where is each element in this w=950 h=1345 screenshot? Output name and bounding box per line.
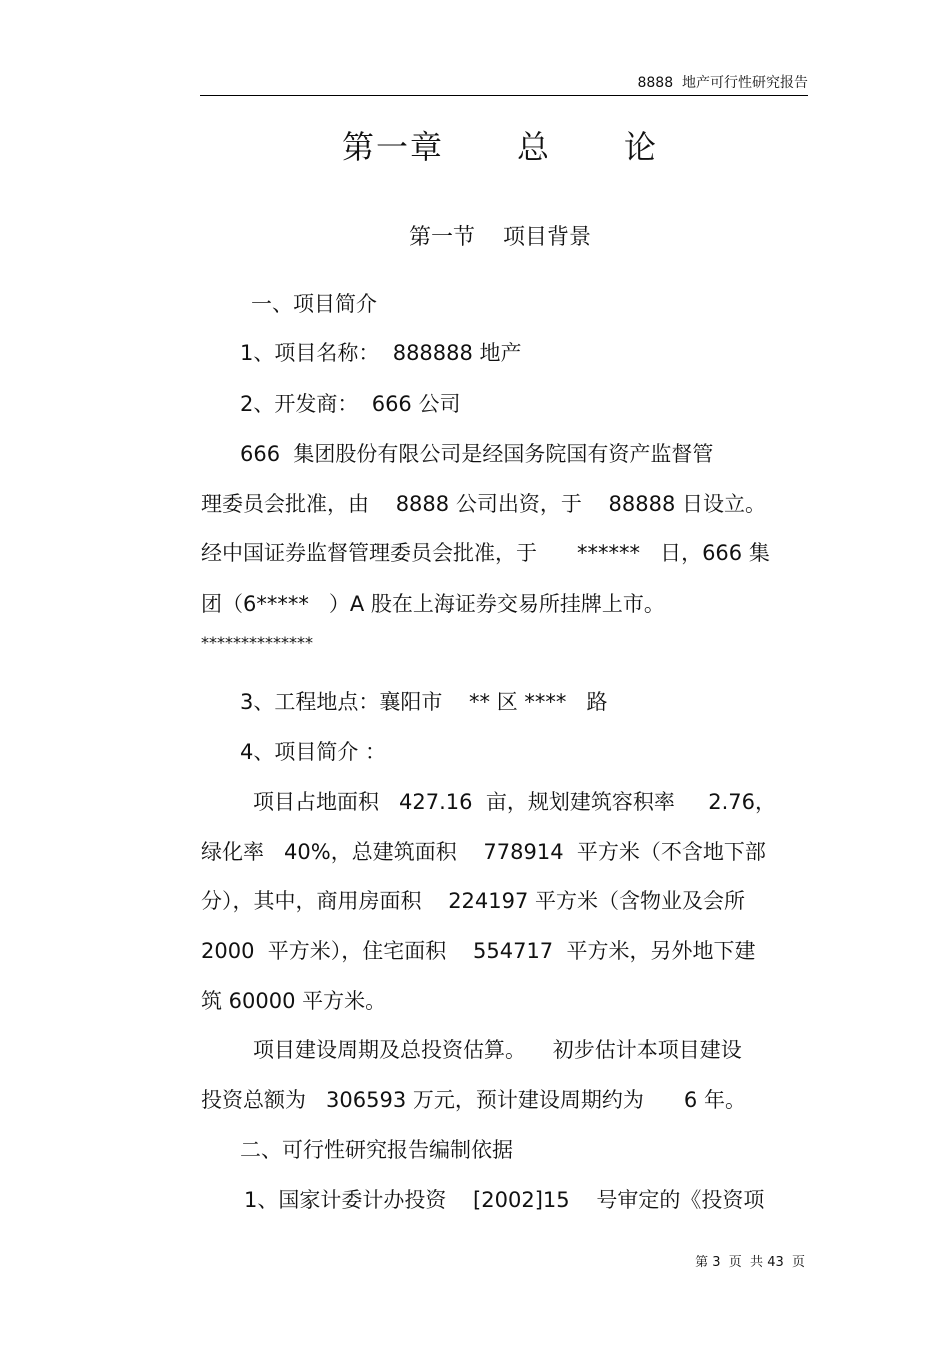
section-title: 第一节 项目背景 <box>409 225 591 250</box>
paragraph-line: 2000 平方米），住宅面积 554717 平方米，另外地下建 <box>201 939 756 963</box>
paragraph-line: 投资总额为 306593 万元，预计建设周期约为 6 年。 <box>201 1088 746 1112</box>
page-number: 第 3 页 共 43 页 <box>695 1255 805 1270</box>
paragraph-line: 经中国证券监督管理委员会批准，于 ****** 日，666 集 <box>201 541 770 565</box>
paragraph-line: 筑 60000 平方米。 <box>201 989 387 1013</box>
paragraph-line: ************** <box>201 633 313 652</box>
paragraph-line: 绿化率 40%，总建筑面积 778914 平方米（不含地下部 <box>201 840 766 864</box>
paragraph-line: 理委员会批准，由 8888 公司出资，于 88888 日设立。 <box>201 492 766 516</box>
project-name-line: 1、项目名称： 888888 地产 <box>240 341 522 365</box>
paragraph-line: 团（6***** ）A 股在上海证券交易所挂牌上市。 <box>201 592 665 616</box>
heading-project-intro: 一、项目简介 <box>251 292 377 316</box>
paragraph-line: 项目建设周期及总投资估算。 初步估计本项目建设 <box>253 1038 742 1062</box>
paragraph-line: 分），其中，商用房面积 224197 平方米（含物业及会所 <box>201 889 746 913</box>
project-summary-heading: 4、项目简介 ： <box>240 740 387 764</box>
chapter-title: 第一章 总 论 <box>341 128 659 166</box>
paragraph-line: 666 集团股份有限公司是经国务院国有资产监督管 <box>240 442 714 466</box>
header-rule <box>200 95 808 96</box>
developer-line: 2、开发商： 666 公司 <box>240 392 461 416</box>
running-header: 8888 地产可行性研究报告 <box>637 75 808 91</box>
heading-basis: 二、可行性研究报告编制依据 <box>240 1138 513 1162</box>
paragraph-line: 1、国家计委计办投资 [2002]15 号审定的《投资项 <box>244 1188 765 1212</box>
paragraph-line: 项目占地面积 427.16 亩，规划建筑容积率 2.76， <box>253 790 776 814</box>
location-line: 3、工程地点：襄阳市 ** 区 **** 路 <box>240 690 608 714</box>
